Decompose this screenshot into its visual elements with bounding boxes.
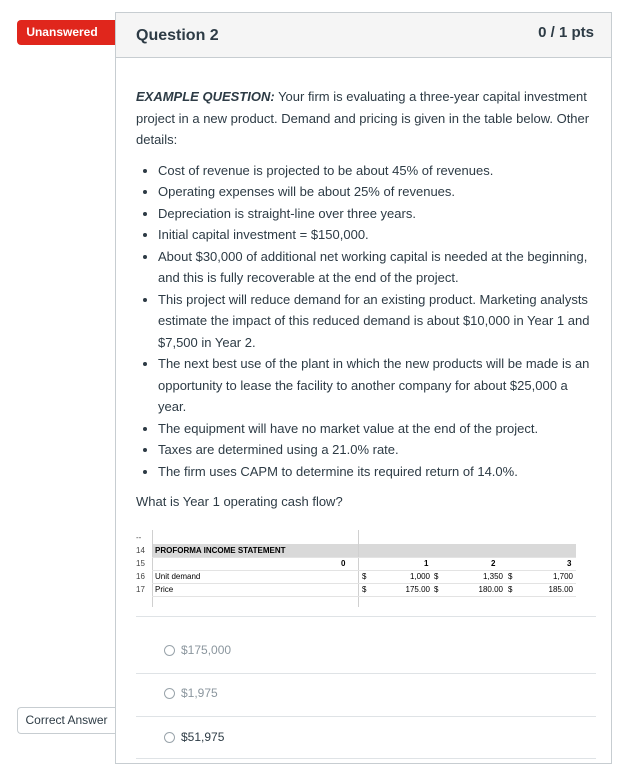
year-2: 2 [491,559,496,568]
answer-option[interactable] [164,640,231,660]
list-item: • Operating expenses will be about 25% of revenues. [158,181,596,203]
cell: 185.00 [548,585,573,594]
answer-option-correct[interactable] [164,727,224,747]
row-label: Unit demand [155,572,201,581]
list-item: • The equipment will have no market value at the end of the project. [158,418,596,440]
list-item: • Cost of revenue is projected to be about 45% of revenues. [158,160,596,182]
correct-answer-label: Correct Answer [25,713,108,727]
year-0: 0 [341,559,346,568]
list-item: • This project will reduce demand for an existing product. Marketing analysts estimate the impact of this reduced demand is about $10,000 in Year 1 and $7,500 in Year 2. [158,289,596,354]
cell: 1,700 [552,572,573,581]
sheet-row [136,583,576,596]
lead-text: Your firm is evaluating a three-year capital investment project in a new product. Demand and pricing is given in the table below. Other details: [136,89,590,147]
cell: 180.00 [478,585,503,594]
row-label: Price [155,585,174,594]
answer-label: $175,000 [181,643,232,657]
list-item: • About $30,000 of additional net working capital is needed at the beginning, and this is fully recoverable at the end of the project. [158,246,596,289]
cell: $ [362,585,367,594]
question-title: Question 2 [136,27,219,44]
answer-label: $1,975 [181,686,218,700]
spreadsheet-image [136,530,576,607]
cell: 175.00 [405,585,430,594]
lead-bold: EXAMPLE QUESTION: [136,89,275,104]
year-3: 3 [567,559,572,568]
sheet-row [136,544,576,557]
list-item: • The next best use of the plant in which the new products will be made is an opportunity to lease the facility to another company for about $25,000 a year. [158,353,596,418]
sheet-gridline [152,596,576,597]
cell: 1,350 [482,572,503,581]
radio-icon[interactable] [164,688,175,699]
sheet-row [136,570,576,583]
radio-icon[interactable] [164,732,175,743]
radio-icon[interactable] [164,645,175,656]
sheet-row [136,557,576,570]
sheet-row [136,531,576,544]
question-prompt: What is Year 1 operating cash flow? [136,494,343,509]
list-item: • Initial capital investment = $150,000. [158,224,596,246]
row-number: -- [136,533,142,542]
question-header [116,13,611,58]
row-number: 15 [136,559,145,568]
cell: $ [508,585,513,594]
answer-label: $51,975 [181,730,225,744]
answer-divider [136,673,596,674]
row-number: 14 [136,546,145,555]
question-card [115,12,612,764]
cell: $ [508,572,513,581]
question-text [136,86,596,513]
list-item: • Taxes are determined using a 21.0% rate. [158,439,596,461]
answer-option[interactable] [164,683,218,703]
answer-divider [136,616,596,617]
cell: $ [434,572,439,581]
details-list [136,160,596,483]
cell: $ [362,572,367,581]
answer-divider [136,716,596,717]
row-number: 16 [136,572,145,581]
unanswered-flag: Unanswered [17,20,117,45]
sheet-title: PROFORMA INCOME STATEMENT [155,546,286,555]
list-item: • The firm uses CAPM to determine its required return of 14.0%. [158,461,596,483]
question-points: 0 / 1 pts [538,24,594,41]
list-item: • Depreciation is straight-line over three years. [158,203,596,225]
answer-divider [136,758,596,759]
cell: $ [434,585,439,594]
cell: 1,000 [409,572,430,581]
question-lead [136,86,596,151]
row-number: 17 [136,585,145,594]
correct-answer-flag [17,707,121,734]
year-1: 1 [424,559,429,568]
